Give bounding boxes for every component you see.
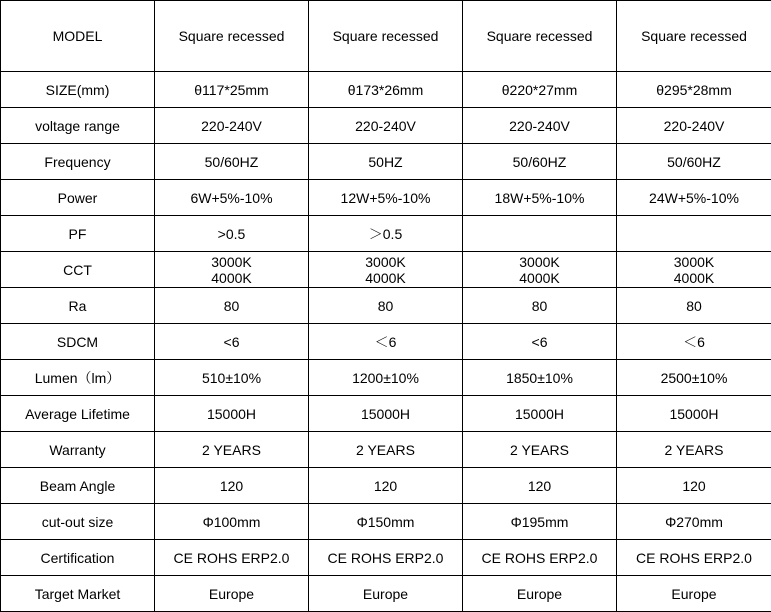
row-label: Ra bbox=[1, 288, 155, 324]
table-row-target-market bbox=[1, 576, 771, 612]
table-cell: 2 YEARS bbox=[463, 432, 617, 468]
table-cell: 220-240V bbox=[309, 108, 463, 144]
table-cell: 15000H bbox=[309, 396, 463, 432]
cct-value: 4000K bbox=[463, 270, 616, 286]
row-label: SIZE(mm) bbox=[1, 72, 155, 108]
table-cell: 220-240V bbox=[155, 108, 309, 144]
table-cell: 50/60HZ bbox=[617, 144, 771, 180]
table-cell: 220-240V bbox=[617, 108, 771, 144]
table-cell: Europe bbox=[617, 576, 771, 612]
row-label: CCT bbox=[1, 252, 155, 288]
cct-value: 4000K bbox=[309, 270, 462, 286]
table-cell: ＜6 bbox=[617, 324, 771, 360]
table-cell: 80 bbox=[463, 288, 617, 324]
table-cell: 2 YEARS bbox=[155, 432, 309, 468]
table-cell bbox=[155, 252, 309, 288]
table-cell: Φ150mm bbox=[309, 504, 463, 540]
table-cell: 120 bbox=[463, 468, 617, 504]
spec-table-body bbox=[1, 1, 771, 612]
table-cell: ＜6 bbox=[309, 324, 463, 360]
header-variant-3: Square recessed bbox=[463, 1, 617, 72]
table-row-lumen bbox=[1, 360, 771, 396]
table-cell: 120 bbox=[617, 468, 771, 504]
table-row-warranty bbox=[1, 432, 771, 468]
row-label: Target Market bbox=[1, 576, 155, 612]
row-label: SDCM bbox=[1, 324, 155, 360]
row-label: cut-out size bbox=[1, 504, 155, 540]
row-label: Lumen（lm） bbox=[1, 360, 155, 396]
table-cell: CE ROHS ERP2.0 bbox=[309, 540, 463, 576]
table-cell: >0.5 bbox=[155, 216, 309, 252]
table-cell: 220-240V bbox=[463, 108, 617, 144]
table-row-voltage bbox=[1, 108, 771, 144]
table-cell bbox=[617, 216, 771, 252]
row-label: Average Lifetime bbox=[1, 396, 155, 432]
cct-value: 3000K bbox=[463, 254, 616, 270]
table-cell: <6 bbox=[155, 324, 309, 360]
table-cell: Europe bbox=[463, 576, 617, 612]
table-cell: 2 YEARS bbox=[617, 432, 771, 468]
table-cell: 50/60HZ bbox=[155, 144, 309, 180]
table-cell: 24W+5%-10% bbox=[617, 180, 771, 216]
table-header-row bbox=[1, 1, 771, 72]
table-cell: 80 bbox=[155, 288, 309, 324]
table-row-sdcm bbox=[1, 324, 771, 360]
table-cell: θ295*28mm bbox=[617, 72, 771, 108]
table-cell: 80 bbox=[309, 288, 463, 324]
table-cell: 2500±10% bbox=[617, 360, 771, 396]
table-cell: 15000H bbox=[155, 396, 309, 432]
table-cell bbox=[463, 216, 617, 252]
table-cell: 80 bbox=[617, 288, 771, 324]
table-cell: 510±10% bbox=[155, 360, 309, 396]
table-cell: θ173*26mm bbox=[309, 72, 463, 108]
row-label: Power bbox=[1, 180, 155, 216]
row-label: Frequency bbox=[1, 144, 155, 180]
row-label: PF bbox=[1, 216, 155, 252]
table-row-power bbox=[1, 180, 771, 216]
table-cell: 15000H bbox=[463, 396, 617, 432]
table-cell bbox=[617, 252, 771, 288]
header-model: MODEL bbox=[1, 1, 155, 72]
table-cell: 1200±10% bbox=[309, 360, 463, 396]
table-cell: ＞0.5 bbox=[309, 216, 463, 252]
row-label: Warranty bbox=[1, 432, 155, 468]
header-variant-1: Square recessed bbox=[155, 1, 309, 72]
table-cell: 12W+5%-10% bbox=[309, 180, 463, 216]
table-cell: 1850±10% bbox=[463, 360, 617, 396]
table-cell: 50/60HZ bbox=[463, 144, 617, 180]
cct-value: 4000K bbox=[617, 270, 771, 286]
table-cell: 2 YEARS bbox=[309, 432, 463, 468]
cct-value: 3000K bbox=[155, 254, 308, 270]
table-cell: 120 bbox=[155, 468, 309, 504]
table-cell: <6 bbox=[463, 324, 617, 360]
table-cell: Φ270mm bbox=[617, 504, 771, 540]
table-cell: θ220*27mm bbox=[463, 72, 617, 108]
table-row-size bbox=[1, 72, 771, 108]
table-row-frequency bbox=[1, 144, 771, 180]
table-cell: Φ100mm bbox=[155, 504, 309, 540]
cct-value: 3000K bbox=[309, 254, 462, 270]
table-cell: Φ195mm bbox=[463, 504, 617, 540]
cct-value: 4000K bbox=[155, 270, 308, 286]
table-cell: 50HZ bbox=[309, 144, 463, 180]
table-cell: CE ROHS ERP2.0 bbox=[617, 540, 771, 576]
table-row-beam-angle bbox=[1, 468, 771, 504]
row-label: voltage range bbox=[1, 108, 155, 144]
row-label: Certification bbox=[1, 540, 155, 576]
table-cell bbox=[309, 252, 463, 288]
table-cell: CE ROHS ERP2.0 bbox=[463, 540, 617, 576]
table-cell: θ117*25mm bbox=[155, 72, 309, 108]
table-row-ra bbox=[1, 288, 771, 324]
table-cell: 120 bbox=[309, 468, 463, 504]
table-cell: 18W+5%-10% bbox=[463, 180, 617, 216]
table-cell bbox=[463, 252, 617, 288]
cct-value: 3000K bbox=[617, 254, 771, 270]
table-cell: 15000H bbox=[617, 396, 771, 432]
row-label: Beam Angle bbox=[1, 468, 155, 504]
table-row-cct bbox=[1, 252, 771, 288]
table-cell: 6W+5%-10% bbox=[155, 180, 309, 216]
table-row-cutout bbox=[1, 504, 771, 540]
table-cell: Europe bbox=[155, 576, 309, 612]
table-row-lifetime bbox=[1, 396, 771, 432]
table-cell: CE ROHS ERP2.0 bbox=[155, 540, 309, 576]
table-row-pf bbox=[1, 216, 771, 252]
table-cell: Europe bbox=[309, 576, 463, 612]
table-row-certification bbox=[1, 540, 771, 576]
header-variant-4: Square recessed bbox=[617, 1, 771, 72]
header-variant-2: Square recessed bbox=[309, 1, 463, 72]
